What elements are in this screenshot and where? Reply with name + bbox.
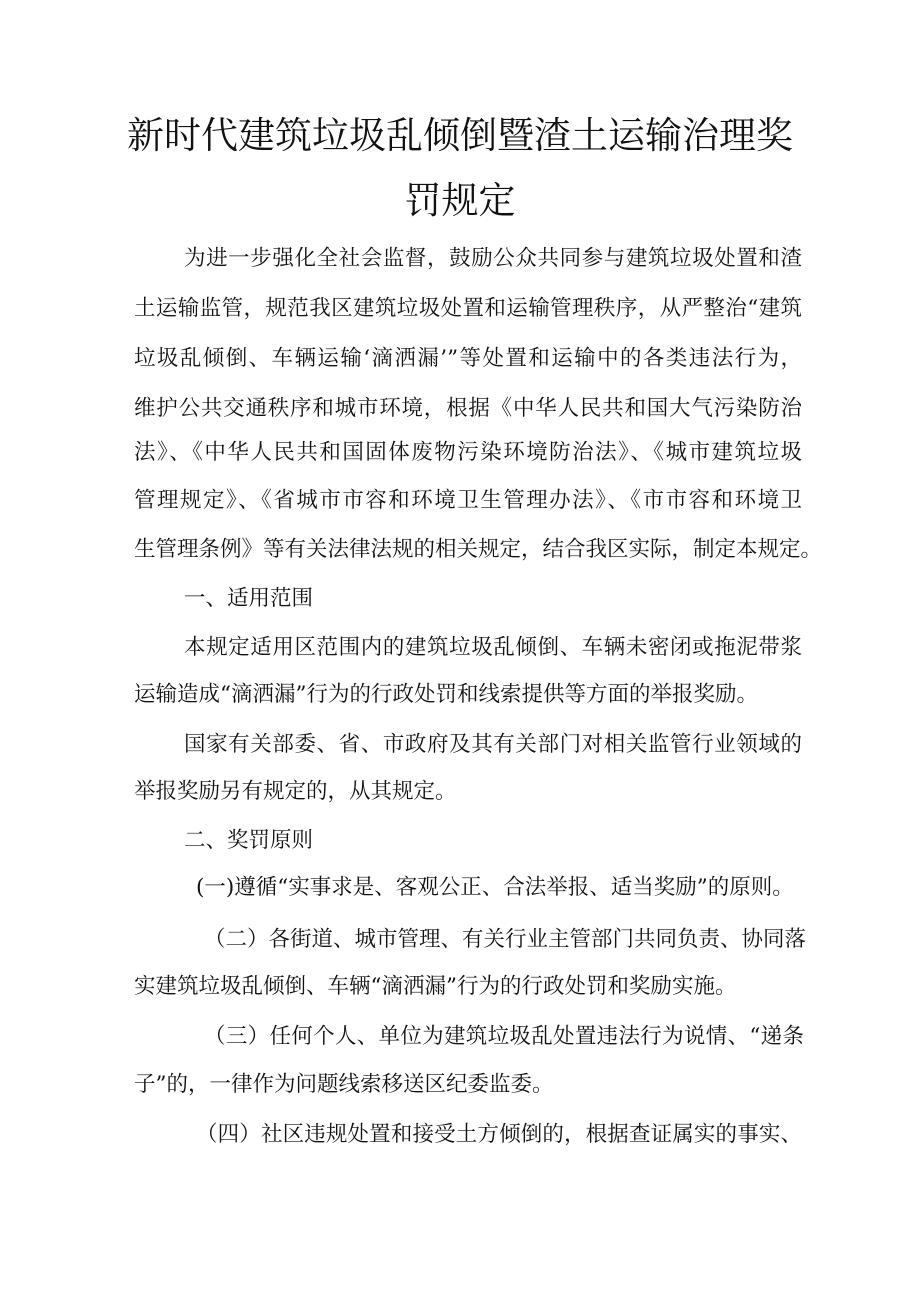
body-line-9: 本规定适用区范围内的建筑垃圾乱倾倒、车辆未密闭或拖泥带浆 — [184, 635, 802, 660]
section-heading-principles: 二、奖罚原则 — [184, 828, 314, 853]
principle-item-1: (一)遵循“实事求是、客观公正、合法举报、适当奖励”的原则。 — [196, 875, 794, 900]
body-line-10: 运输造成“滴洒漏”行为的行政处罚和线索提供等方面的举报奖励。 — [134, 682, 758, 707]
body-line-7: 生管理条例》等有关法律法规的相关规定，结合我区实际，制定本规定。 — [134, 537, 823, 562]
body-line-4: 维护公共交通秩序和城市环境，根据《中华人民共和国大气污染防治 — [134, 396, 802, 421]
body-line-3: 垃圾乱倾倒、车辆运输‘滴洒漏’”等处置和运输中的各类违法行为， — [134, 346, 802, 371]
body-line-6: 管理规定》、《省城市市容和环境卫生管理办法》、《市市容和环境卫 — [134, 488, 802, 513]
body-line-5: 法》、《中华人民共和国固体废物污染环境防治法》、《城市建筑垃圾 — [134, 440, 802, 465]
body-line-12: 举报奖励另有规定的，从其规定。 — [134, 779, 457, 804]
body-line-2: 土运输监管，规范我区建筑垃圾处置和运输管理秩序，从严整治“建筑 — [134, 296, 802, 321]
document-title-line-2: 罚规定 — [404, 179, 516, 222]
body-line-11: 国家有关部委、省、市政府及其有关部门对相关监管行业领域的 — [184, 732, 802, 757]
principle-item-3-line-1: （三）任何个人、单位为建筑垃圾乱处置违法行为说情、“递条 — [204, 1024, 804, 1049]
principle-item-2-line-2: 实建筑垃圾乱倾倒、车辆“滴洒漏”行为的行政处罚和奖励实施。 — [134, 974, 737, 999]
principle-item-3-line-2: 子”的，一律作为问题线索移送区纪委监委。 — [134, 1072, 554, 1097]
document-title-line-1: 新时代建筑垃圾乱倾倒暨渣土运输治理奖 — [127, 114, 793, 157]
body-line-1: 为进一步强化全社会监督，鼓励公众共同参与建筑垃圾处置和渣 — [184, 246, 802, 271]
section-heading-scope: 一、适用范围 — [184, 586, 314, 611]
principle-item-4-line-1: （四）社区违规处置和接受土方倾倒的，根据查证属实的事实、 — [196, 1122, 802, 1147]
principle-item-2-line-1: （二）各街道、城市管理、有关行业主管部门共同负责、协同落 — [204, 927, 807, 952]
